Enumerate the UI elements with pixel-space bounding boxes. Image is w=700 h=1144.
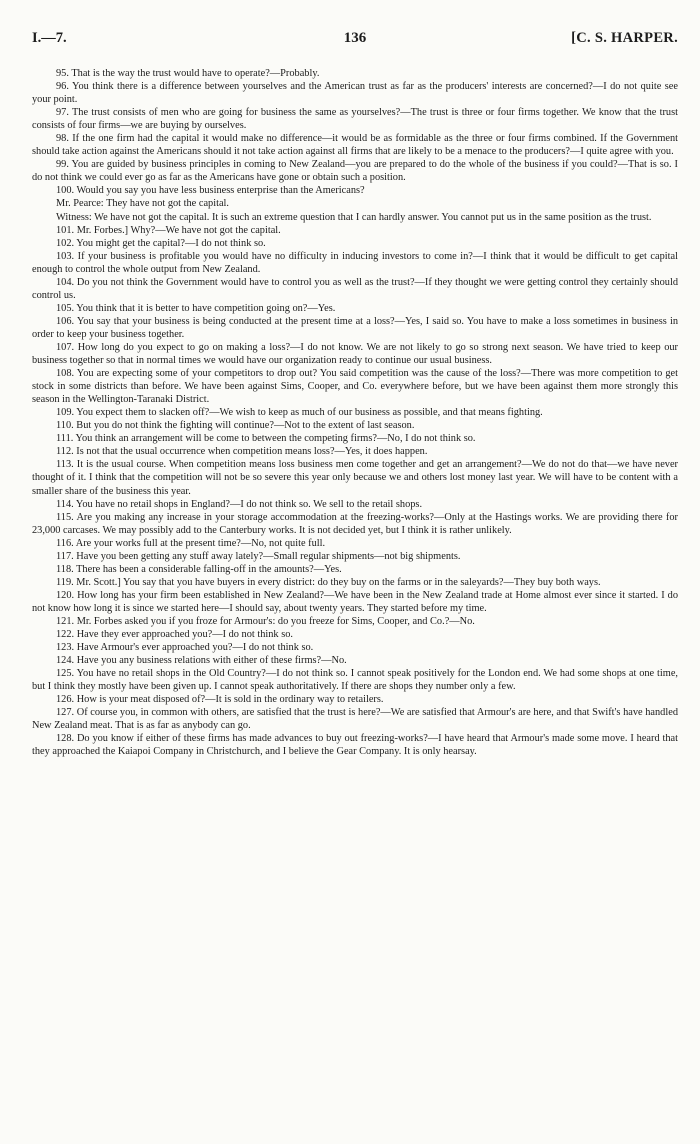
paragraph: 109. You expect them to slacken off?—We wish to keep as much of our business as possible, and that means fighting. — [56, 407, 543, 419]
paragraph: 110. But you do not think the fighting will continue?—Not to the extent of last season. — [56, 420, 415, 432]
page-number: 136 — [343, 30, 367, 46]
paragraph: 115. Are you making any increase in your storage accommodation at the freezing-works?—Only at the Hastings works. We are providing there for 23,000 carcases. We may possibly add to the Canterbury works. It is not decided yet, but I think it is rather unlikely. — [32, 511, 678, 536]
paragraph: Mr. Pearce: They have not got the capital. — [56, 198, 230, 210]
paragraph: 128. Do you know if either of these firms has made advances to buy out freezing-works?—I have heard that Armour's made some move. I heard that they approached the Kaiapoi Company in Christchurch, and I believe the Gear Company. It is only hearsay. — [32, 733, 678, 758]
paragraph: 95. That is the way the trust would have to operate?—Probably. — [56, 68, 320, 79]
paragraph: Witness: We have not got the capital. It is such an extreme question that I can hardly answer. You cannot put us in the same position as the trust. — [56, 211, 652, 223]
paragraph: 105. You think that it is better to have competition going on?—Yes. — [56, 302, 336, 314]
paragraph: 127. Of course you, in common with others, are satisfied that the trust is here?—We are satisfied that Armour's are here, and that Swift's have handled New Zealand meat. That is as far as anybody can go. — [32, 707, 678, 732]
witness-name: [C. S. HARPER. — [571, 30, 678, 46]
paragraph: 102. You might get the capital?—I do not think so. — [56, 237, 266, 249]
paragraph: 122. Have they ever approached you?—I do not think so. — [56, 629, 293, 641]
page-header — [32, 30, 678, 56]
paragraph: 98. If the one firm had the capital it would make no difference—it would be as formidable as the three or four firms combined. If the Government should take action against the Americans should it not take action against all firms that are likely to be a menace to the producers?—I quite agree with you. — [32, 133, 678, 158]
paragraph: 111. You think an arrangement will be come to between the competing firms?—No, I do not think so. — [56, 433, 476, 445]
paragraph: 114. You have no retail shops in England?—I do not think so. We sell to the retail shops. — [56, 498, 423, 510]
paragraph: 108. You are expecting some of your competitors to drop out? You said competition was the cause of the loss?—There was more competition to get stock in some districts than before. We have been against Sims, Cooper, and Co. everywhere before, but we have been against them more strongly this season in the Wellington-Taranaki District. — [32, 368, 678, 406]
paragraph: 121. Mr. Forbes asked you if you froze for Armour's: do you freeze for Sims, Cooper, and Co.?—No. — [56, 615, 475, 627]
paragraph: 118. There has been a considerable falling-off in the amounts?—Yes. — [56, 563, 342, 575]
paragraph: 106. You say that your business is being conducted at the present time at a loss?—Yes, I said so. You have to make a loss sometimes in business in order to keep your business together. — [32, 315, 678, 340]
paragraph: 124. Have you any business relations with either of these firms?—No. — [56, 655, 347, 667]
paragraph: 116. Are your works full at the present time?—No, not quite full. — [56, 537, 326, 549]
paragraph: 126. How is your meat disposed of?—It is sold in the ordinary way to retailers. — [56, 694, 384, 706]
paragraph: 104. Do you not think the Government would have to control you as well as the trust?—If they thought we were getting control they certainly should control us. — [32, 276, 678, 301]
paragraph: 112. Is not that the usual occurrence when competition means loss?—Yes, it does happen. — [56, 446, 428, 458]
paragraph: 100. Would you say you have less business enterprise than the Americans? — [56, 185, 365, 197]
paragraph: 103. If your business is profitable you would have no difficulty in inducing investors to come in?—I think that it would be difficult to get capital enough to control the whole output from New Zealand. — [32, 250, 678, 275]
paragraph: 113. It is the usual course. When competition means loss business men come together and get an arrangement?—We do not do that—we have never thought of it. I think that the competition will not be so severe this year only because we and others lost money last year. We will have to be content with a smaller share of the business this year. — [32, 459, 678, 497]
paragraph: 99. You are guided by business principles in coming to New Zealand—you are prepared to do the whole of the business if you could?—That is so. I do not think we could ever go as far as the Americans have gone or obtain such a position. — [32, 159, 678, 184]
paragraph: 107. How long do you expect to go on making a loss?—I do not know. We are not likely to go so strong next season. We have tried to keep our business together so that in normal times we would have our organization ready to continue our usual business. — [32, 341, 678, 367]
document-reference: I.—7. — [32, 30, 67, 46]
paragraph: 119. Mr. Scott.] You say that you have buyers in every district: do they buy on the farms or in the saleyards?—They buy both ways. — [56, 576, 601, 588]
paragraph: 96. You think there is a difference between yourselves and the American trust as far as the producers' interests are concerned?—I do not quite see your point. — [32, 81, 678, 106]
paragraph: 120. How long has your firm been established in New Zealand?—We have been in the New Zealand trade at Home almost ever since it started. I do not know how long it is since we started here—I should say, about twenty years. They started before my time. — [32, 589, 678, 614]
paragraph: 101. Mr. Forbes.] Why?—We have not got the capital. — [56, 224, 281, 236]
paragraph: 117. Have you been getting any stuff away lately?—Small regular shipments—not big shipments. — [56, 550, 461, 562]
paragraph: 125. You have no retail shops in the Old Country?—I do not think so. I cannot speak positively for the London end. We had some shops at one time, but I think they mostly have been given up. I cannot speak authoritatively. If there are shops they number only a few. — [32, 668, 678, 693]
paragraph: 123. Have Armour's ever approached you?—I do not think so. — [56, 642, 314, 654]
transcript-body — [32, 67, 678, 758]
paragraph: 97. The trust consists of men who are going for business the same as yourselves?—The trust is three or four firms together. We know that the trust consists of four firms—we are buying by ourselves. — [32, 107, 678, 132]
